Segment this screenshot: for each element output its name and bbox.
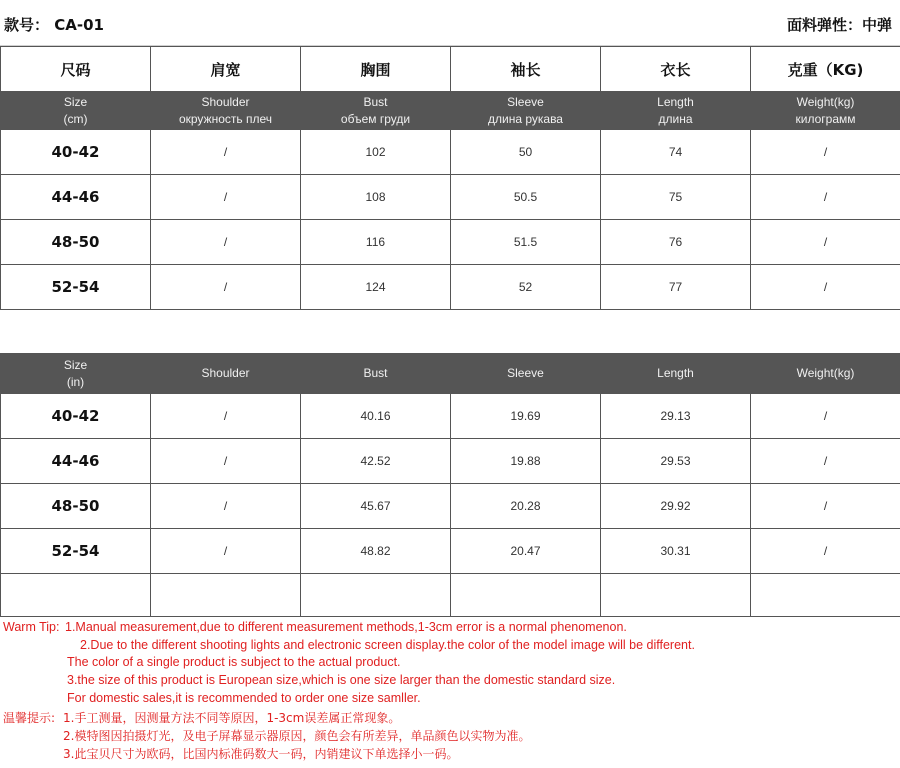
table-cell: 50.5 (451, 175, 601, 220)
table-cell: 42.52 (301, 439, 451, 484)
table-cell: / (751, 529, 900, 574)
size-cell: 48-50 (1, 220, 151, 265)
col-header-bust: Bust объем груди (301, 92, 451, 130)
table-row (1, 220, 900, 265)
table-cell: / (151, 484, 301, 529)
table-cell: 76 (601, 220, 751, 265)
note-en-2: 2.Due to the different shooting lights and electronic screen display.the color of the model image will be different. (80, 638, 695, 652)
col-header-sleeve-cn: 袖长 (451, 47, 601, 92)
col-header-sleeve-in: Sleeve (451, 354, 601, 394)
table-cell: 75 (601, 175, 751, 220)
table-cell: / (151, 220, 301, 265)
table-row (1, 130, 900, 175)
header-bar (0, 0, 900, 46)
table-cell: / (151, 130, 301, 175)
col-header-shoulder-in: Shoulder (151, 354, 301, 394)
col-header-weight-cn: 克重（KG) (751, 47, 900, 92)
note-en-1: 1.Manual measurement,due to different measurement methods,1-3cm error is a normal phenomenon. (65, 620, 627, 634)
col-header-shoulder-cn: 肩宽 (151, 47, 301, 92)
table-cell: 108 (301, 175, 451, 220)
table-cell: 77 (601, 265, 751, 310)
size-table-cm (0, 46, 900, 310)
header-row-inch (1, 354, 900, 394)
table-cell: / (151, 394, 301, 439)
table-cell: 19.88 (451, 439, 601, 484)
size-cell: 52-54 (1, 529, 151, 574)
table-cell: 29.53 (601, 439, 751, 484)
col-header-length-in: Length (601, 354, 751, 394)
table-cell: 52 (451, 265, 601, 310)
table-row (1, 394, 900, 439)
table-cell: / (751, 130, 900, 175)
table-cell: 30.31 (601, 529, 751, 574)
table-cell: 20.28 (451, 484, 601, 529)
header-row-cn (1, 47, 900, 92)
table-cell: / (151, 265, 301, 310)
col-header-length-cn: 衣长 (601, 47, 751, 92)
table-cell: / (751, 394, 900, 439)
col-header-size-cn: 尺码 (1, 47, 151, 92)
note-en-3: 3.the size of this product is European size,which is one size larger than the domestic standard size. (67, 673, 616, 687)
table-cell: 45.67 (301, 484, 451, 529)
table-cell: 48.82 (301, 529, 451, 574)
table-cell: 51.5 (451, 220, 601, 265)
table-row (1, 265, 900, 310)
table-cell: 29.13 (601, 394, 751, 439)
table-cell: / (751, 439, 900, 484)
col-header-size: Size (cm) (1, 92, 151, 130)
table-cell: / (751, 484, 900, 529)
table-cell: 40.16 (301, 394, 451, 439)
size-cell: 44-46 (1, 175, 151, 220)
fabric-elasticity: 面料弹性：中弹 (786, 16, 892, 34)
size-cell: 40-42 (1, 394, 151, 439)
table-cell: / (151, 529, 301, 574)
header-row-en (1, 92, 900, 130)
table-cell: 29.92 (601, 484, 751, 529)
col-header-size-in: Size (in) (1, 354, 151, 394)
size-table-inch (0, 353, 900, 617)
col-header-length: Length длина (601, 92, 751, 130)
table-row (1, 175, 900, 220)
note-en-2b: The color of a single product is subject to the actual product. (67, 655, 401, 669)
table-row (1, 484, 900, 529)
col-header-shoulder: Shoulder окружность плеч (151, 92, 301, 130)
table-cell: 19.69 (451, 394, 601, 439)
table-row (1, 529, 900, 574)
warm-tip-label: Warm Tip: (3, 620, 60, 634)
col-header-bust-cn: 胸围 (301, 47, 451, 92)
warm-tip-label-cn: 温馨提示: (3, 711, 56, 725)
table-cell: / (151, 175, 301, 220)
col-header-weight-in: Weight(kg) (751, 354, 900, 394)
table-cell: 102 (301, 130, 451, 175)
note-cn-3: 3.此宝贝尺寸为欧码，比国内标准码数大一码，内销建议下单选择小一码。 (63, 747, 459, 761)
col-header-sleeve: Sleeve длина рукава (451, 92, 601, 130)
note-cn-1: 1.手工测量，因测量方法不同等原因，1-3cm误差属正常现象。 (63, 711, 401, 725)
style-number: 款号： CA-01 (4, 16, 104, 34)
col-header-weight: Weight(kg) килограмм (751, 92, 900, 130)
table-cell: / (751, 265, 900, 310)
table-cell: 74 (601, 130, 751, 175)
note-en-3b: For domestic sales,it is recommended to order one size samller. (67, 691, 421, 705)
table-cell: 50 (451, 130, 601, 175)
table-cell: / (751, 220, 900, 265)
table-row (1, 439, 900, 484)
table-cell: 20.47 (451, 529, 601, 574)
size-cell: 48-50 (1, 484, 151, 529)
table-cell: 116 (301, 220, 451, 265)
table-cell: 124 (301, 265, 451, 310)
size-cell: 40-42 (1, 130, 151, 175)
size-cell: 52-54 (1, 265, 151, 310)
col-header-bust-in: Bust (301, 354, 451, 394)
table-cell: / (751, 175, 900, 220)
blank-row (1, 574, 900, 617)
table-cell: / (151, 439, 301, 484)
note-cn-2: 2.模特图因拍摄灯光，及电子屏幕显示器原因，颜色会有所差异，单品颜色以实物为准。 (63, 729, 531, 743)
size-cell: 44-46 (1, 439, 151, 484)
